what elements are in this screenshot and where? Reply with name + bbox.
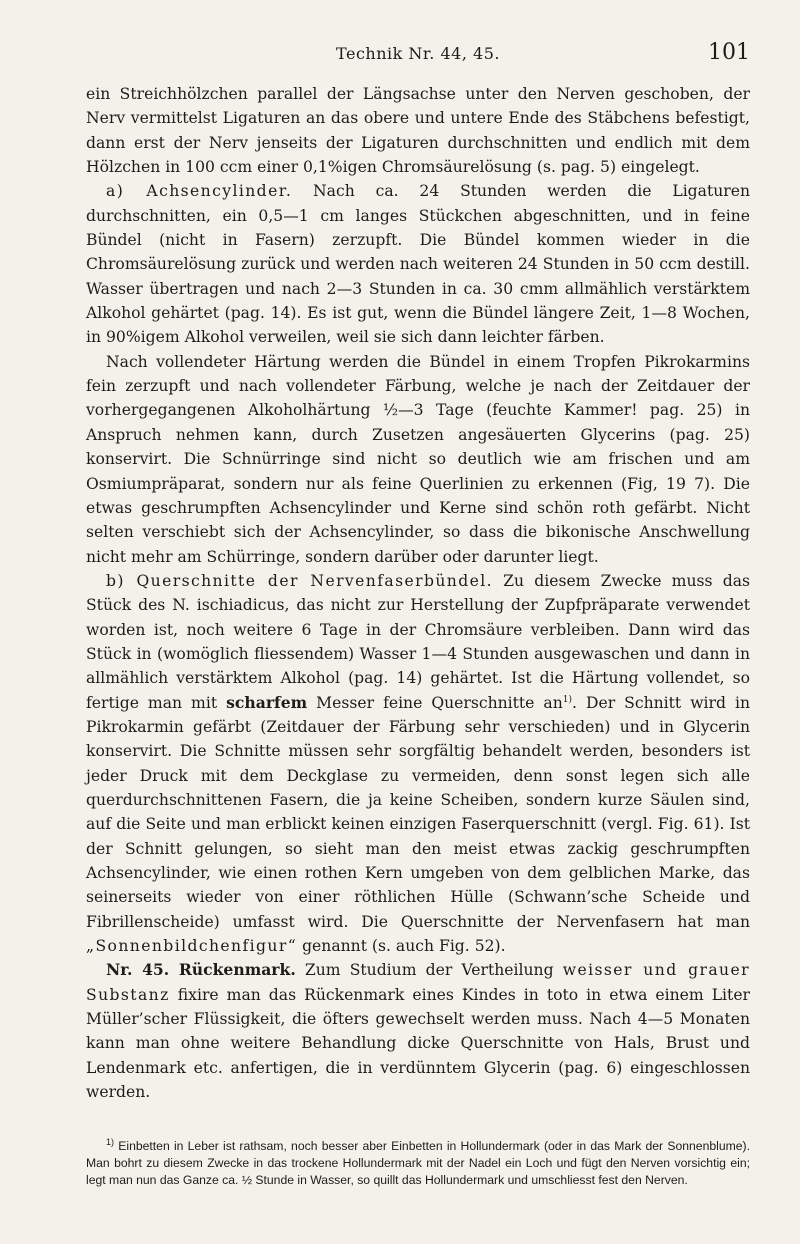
- paragraph-intro: ein Streichhölzchen parallel der Längsachse unter den Nerven geschoben, der Nerv vermittelst Ligaturen an das obere und untere Ende des Stäbchens befestigt, dann erst der Nerv jenseits der Ligaturen durchschnitten und endlich mit dem Hölzchen in 100 ccm einer 0,1%igen Chromsäurelösung (s. pag. 5) eingelegt.: [86, 85, 750, 177]
- paragraph-text: Nach ca. 24 Stunden werden die Ligaturen durchschnitten, ein 0,5—1 cm langes Stückchen abgeschnitten, und in feine Bündel (nicht in Fasern) zerzupft. Die Bündel kommen wieder in die Chromsäurelösung zurück und werden nach weiteren 24 Stunden in 50 ccm destill. Wasser übertragen und nach 2—3 Stunden in ca. 30 cmm allmählich verstärktem Alkohol gehärtet (pag. 14). Es ist gut, wenn die Bündel längere Zeit, 1—8 Wochen, in 90%igem Alkohol verweilen, weil sie sich dann leichter färben.: [86, 182, 750, 347]
- paragraph-text: genannt (s. auch Fig. 52).: [297, 937, 506, 956]
- section-label-achsencylinder: a) Achsencylinder.: [106, 182, 293, 201]
- term-substanz: weisser und grauer Substanz: [86, 961, 750, 1004]
- paragraph-text: fixire man das Rückenmark eines Kindes in toto in etwa einem Liter Müller’scher Flüssigkeit, die öfters gewechselt werden muss. Nach 4—5 Monaten kann man ohne weitere Behandlung dicke Querschnitte von Hals, Brust und Lendenmark etc. anfertigen, die in verdünntem Glycerin (pag. 6) eingeschlossen werden.: [86, 985, 750, 1102]
- paragraph-text: Zu diesem Zwecke muss das Stück des N. ischiadicus, das nicht zur Herstellung der Zupfpräparate verwendet worden ist, noch weitere 6 Tage in der Chromsäure verbleiben. Dann wird das Stück in (womöglich fliessendem) Wasser 1—4 Stunden ausgewaschen und dann in allmählich verstärktem Alkohol (pag. 14) gehärtet. Ist die Härtung vollendet, so fertige man mit: [86, 571, 750, 712]
- running-title: Technik Nr. 44, 45.: [336, 44, 500, 63]
- paragraph-achsencylinder: [86, 179, 750, 349]
- footnote-area: [86, 1138, 750, 1189]
- paragraph-text: . Der Schnitt wird in Pikrokarmin gefärbt (Zeitdauer der Färbung sehr verschieden) und in Glycerin konservirt. Die Schnitte müssen sehr sorgfältig behandelt werden, besonders ist jeder Druck mit dem Deckglase zu vermeiden, denn sonst legen sich alle querdurchschnittenen Fasern, die ja keine Scheiben, sondern kurze Säulen sind, auf die Seite und man erblickt keinen einzigen Faserquerschnitt (vergl. Fig. 61). Ist der Schnitt gelungen, so sieht man den meist etwas zackig geschrumpften Achsencylinder, wie einen rothen Kern umgeben von dem gelblichen Marke, das seinerseits wieder von einer röthlichen Hülle (Schwann’sche Scheide und Fibrillenscheide) umfasst wird. Die Querschnitte der Nervenfasern hat man: [86, 693, 751, 931]
- emphasis-scharfem: scharfem: [226, 692, 308, 712]
- page-header: [86, 40, 750, 78]
- paragraph-text: Messer feine Querschnitte an: [307, 693, 563, 712]
- term-sonnenbildchenfigur: „Sonnenbildchenfigur“: [86, 937, 298, 956]
- paragraph-text: Zum Studium der Vertheilung: [295, 961, 563, 980]
- paragraph-staining: Nach vollendeter Härtung werden die Bündel in einem Tropfen Pikrokarmins fein zerzupft und nach vollendeter Färbung, welche je nach der Zeitdauer der vorhergegangenen Alkoholhärtung ½—3 Tage (feuchte Kammer! pag. 25) in Anspruch nehmen kann, durch Zusetzen angesäuerten Glycerins (pag. 25) konservirt. Die Schnürringe sind nicht so deutlich wie am frischen und am Osmiumpräparat, sondern nur als feine Querlinien zu erkennen (Fig, 19 7). Die etwas geschrumpften Achsencylinder und Kerne sind schön roth gefärbt. Nicht selten verschiebt sich der Achsencylinder, so dass die bikonische Anschwellung nicht mehr am Schürringe, sondern darüber oder darunter liegt.: [86, 352, 750, 566]
- section-label-querschnitte: b) Querschnitte der Nervenfaserbündel.: [106, 571, 493, 590]
- section-heading-nr45: Nr. 45. Rückenmark.: [106, 960, 296, 980]
- paragraph-rueckenmark: [86, 958, 750, 1104]
- footnote-1: [86, 1138, 750, 1189]
- footnote-reference: 1): [562, 694, 573, 705]
- paragraph-querschnitte: [86, 569, 750, 959]
- page-number: 101: [708, 40, 750, 65]
- footnote-text: Einbetten in Leber ist rathsam, noch besser aber Einbetten in Hollundermark (oder in das Mark der Sonnenblume). Man bohrt zu diesem Zwecke in das trockene Hollundermark mit der Nadel ein Loch und fügt den Nerven vorsichtig ein; legt man nun das Ganze ca. ½ Stunde in Wasser, so quillt das Hollundermark und umschliesst fest den Nerven.: [86, 1139, 750, 1187]
- main-text: [86, 82, 750, 1104]
- footnote-marker: 1): [106, 1136, 115, 1147]
